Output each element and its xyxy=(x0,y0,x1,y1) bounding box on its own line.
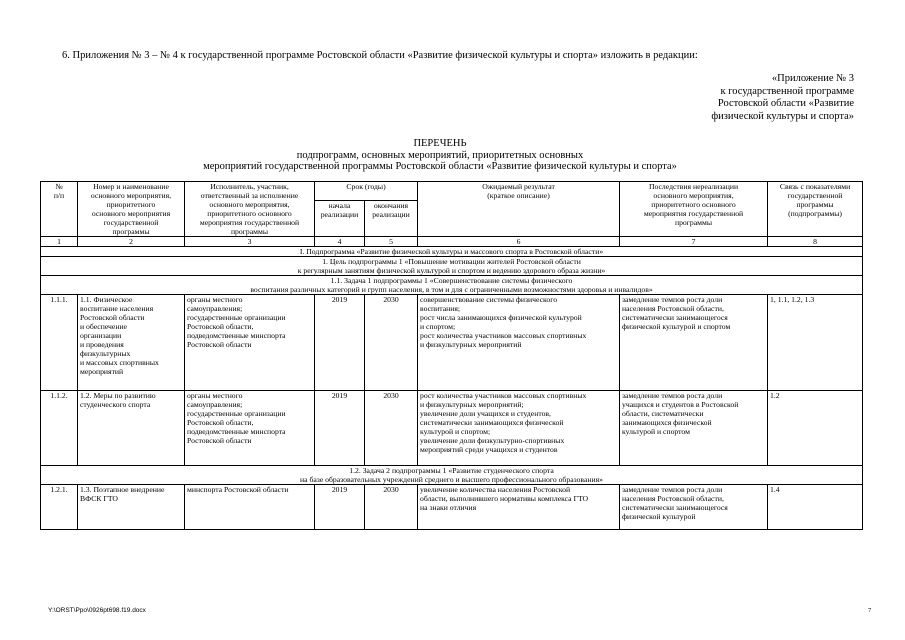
subprogram-row xyxy=(41,247,863,257)
appendix-note xyxy=(674,73,854,123)
appendix-line: физической культуры и спорта» xyxy=(711,110,854,122)
table-row xyxy=(41,485,863,530)
row-executor: минспорта Ростовской области xyxy=(185,485,315,530)
appendix-line: «Приложение № 3 xyxy=(771,73,854,84)
header-link: Связь с показателями государственной программы (подпрограммы) xyxy=(768,182,863,237)
row-start-year: 2019 xyxy=(315,485,365,530)
header-start: начала реализации xyxy=(315,200,365,236)
column-numbers-row xyxy=(41,237,863,247)
row-result: совершенствование системы физического воспитания; рост числа занимающихся физической культурой и спортом; рост количества участников массовых спортивных и физкультурных мероприятий xyxy=(418,295,620,391)
row-number: 1.2.1. xyxy=(41,485,78,530)
title-line: ПЕРЕЧЕНЬ xyxy=(413,138,467,149)
row-link: 1.4 xyxy=(768,485,863,530)
page-number: 7 xyxy=(868,607,872,614)
goal-title: 1. Цель подпрограммы 1 «Повышение мотивации жителей Ростовской области к регулярным занятиям физической культурой и спортом и ведению здорового образа жизни» xyxy=(41,257,863,276)
task1-title: 1.1. Задача 1 подпрограммы 1 «Совершенствование системы физического воспитания различных категорий и групп населения, в том и для с ограниченными возможностями здоровья и инвалидов» xyxy=(41,276,863,295)
row-result: рост количества участников массовых спортивных и физкультурных мероприятий; увеличение доли учащихся и студентов, систематически занимающихся физической культурой и спортом; увеличение доли физкультурно-спортивных мероприятий среди учащихся и студентов xyxy=(418,391,620,466)
header-row xyxy=(41,182,863,201)
row-link: 1, 1.1, 1.2, 1.3 xyxy=(768,295,863,391)
row-result: увеличение количества населения Ростовской области, выполнившего нормативы комплекса ГТО на знаки отличия xyxy=(418,485,620,530)
row-consequences: замедление темпов роста доли учащихся и студентов в Ростовской области, систематически занимающихся физической культурой и спортом xyxy=(620,391,768,466)
task-row xyxy=(41,466,863,485)
row-name: 1.3. Поэтапное внедрение ВФСК ГТО xyxy=(78,485,185,530)
document-title xyxy=(180,138,700,173)
header-name: Номер и наименование основного мероприятия, приоритетного основного мероприятия государственной программы xyxy=(78,182,185,237)
row-end-year: 2030 xyxy=(365,295,418,391)
title-line: подпрограмм, основных мероприятий, приоритетных основных xyxy=(296,149,584,161)
header-end: окончания реализации xyxy=(365,200,418,236)
task2-title: 1.2. Задача 2 подпрограммы 1 «Развитие студенческого спорта на базе образовательных учреждений среднего и высшего профессионального образования» xyxy=(41,466,863,485)
row-link: 1.2 xyxy=(768,391,863,466)
row-start-year: 2019 xyxy=(315,391,365,466)
row-name: 1.2. Меры по развитию студенческого спорта xyxy=(78,391,185,466)
row-number: 1.1.1. xyxy=(41,295,78,391)
column-number: 1 xyxy=(41,237,78,247)
program-table xyxy=(40,181,863,530)
appendix-line: Ростовской области «Развитие xyxy=(717,98,854,109)
row-consequences: замедление темпов роста доли населения Ростовской области, систематически занимающегося физической культурой xyxy=(620,485,768,530)
column-number: 5 xyxy=(365,237,418,247)
header-result: Ожидаемый результат (краткое описание) xyxy=(418,182,620,237)
column-number: 6 xyxy=(418,237,620,247)
row-name: 1.1. Физическое воспитание населения Ростовской области и обеспечение организации и проведения физкультурных и массовых спортивных мероприятий xyxy=(78,295,185,391)
row-executor: органы местного самоуправления; государственные организации Ростовской области, подведомственные минспорта Ростовской области xyxy=(185,391,315,466)
row-end-year: 2030 xyxy=(365,485,418,530)
column-number: 3 xyxy=(185,237,315,247)
row-consequences: замедление темпов роста доли населения Ростовской области, систематически занимающегося физической культурой и спортом xyxy=(620,295,768,391)
column-number: 2 xyxy=(78,237,185,247)
row-number: 1.1.2. xyxy=(41,391,78,466)
title-line: мероприятий государственной программы Ростовской области «Развитие физической культуры и спорта» xyxy=(203,161,677,172)
table-row xyxy=(41,295,863,391)
header-no: № п/п xyxy=(41,182,78,237)
task-row xyxy=(41,276,863,295)
row-executor: органы местного самоуправления; государственные организации Ростовской области, подведомственные минспорта Ростовской области xyxy=(185,295,315,391)
header-term: Срок (годы) xyxy=(315,182,418,201)
file-path-footer: Y:\ORST\Ppo\0926pt698.f19.docx xyxy=(48,607,146,614)
column-number: 8 xyxy=(768,237,863,247)
appendix-line: к государственной программе xyxy=(720,85,854,97)
subprogram-title: I. Подпрограмма «Развитие физической культуры и массового спорта в Ростовской области» xyxy=(41,247,863,257)
row-end-year: 2030 xyxy=(365,391,418,466)
header-executor: Исполнитель, участник, ответственный за исполнение основного мероприятия, приоритетного основного мероприятия государственной программы xyxy=(185,182,315,237)
column-number: 4 xyxy=(315,237,365,247)
row-start-year: 2019 xyxy=(315,295,365,391)
column-number: 7 xyxy=(620,237,768,247)
intro-text: 6. Приложения № 3 – № 4 к государственной программе Ростовской области «Развитие физической культуры и спорта» изложить в редакции: xyxy=(62,50,698,61)
table-row xyxy=(41,391,863,466)
header-consequences: Последствия нереализации основного мероприятия, приоритетного основного мероприятия государственной программы xyxy=(620,182,768,237)
goal-row xyxy=(41,257,863,276)
